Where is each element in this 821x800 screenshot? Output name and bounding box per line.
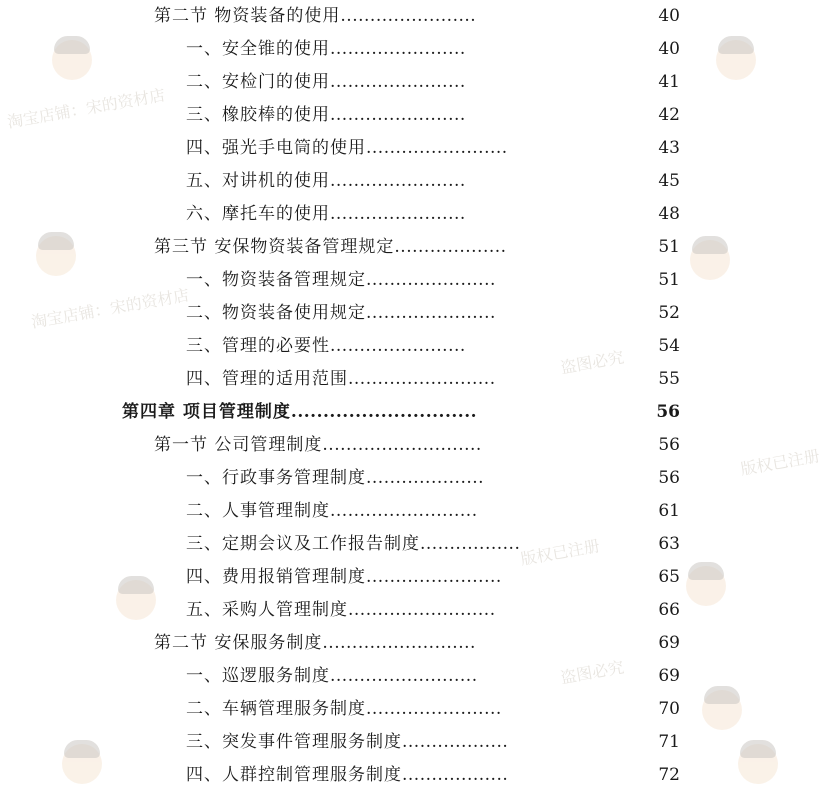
toc-entry-page: 45 xyxy=(658,171,680,191)
toc-entry-title: 五、对讲机的使用....................... xyxy=(186,171,466,191)
toc-entry xyxy=(0,198,800,231)
toc-entry-title: 三、定期会议及工作报告制度................. xyxy=(186,534,521,554)
toc-entry xyxy=(0,165,800,198)
watermark-text: 盗图必究 xyxy=(559,347,626,378)
toc-entry xyxy=(0,0,800,33)
toc-entry xyxy=(0,66,800,99)
toc-entry-page: 72 xyxy=(658,765,680,785)
toc-entry xyxy=(0,495,800,528)
toc-entry-title: 一、行政事务管理制度.................... xyxy=(186,468,485,488)
toc-entry-title: 四、强光手电筒的使用........................ xyxy=(186,138,508,158)
toc-entry-page: 56 xyxy=(658,468,680,488)
toc-entry xyxy=(0,396,800,429)
toc-entry-page: 40 xyxy=(658,6,680,26)
toc-entry-title: 五、采购人管理制度......................... xyxy=(186,600,496,620)
watermark-text: 版权已注册 xyxy=(519,536,602,569)
toc-entry-page: 51 xyxy=(658,237,680,257)
watermark-text: 淘宝店铺：宋的资材店 xyxy=(5,85,167,132)
toc-entry-page: 66 xyxy=(658,600,680,620)
toc-entry-page: 42 xyxy=(658,105,680,125)
toc-entry-page: 54 xyxy=(658,336,680,356)
toc-entry-title: 第二节 安保服务制度.......................... xyxy=(154,633,476,653)
toc-entry xyxy=(0,528,800,561)
toc-entry xyxy=(0,297,800,330)
toc-entry xyxy=(0,594,800,627)
toc-entry-page: 56 xyxy=(658,435,680,455)
toc-entry xyxy=(0,99,800,132)
toc-entry xyxy=(0,660,800,693)
toc-entry xyxy=(0,264,800,297)
toc-entry xyxy=(0,231,800,264)
toc-entry xyxy=(0,561,800,594)
toc-entry-page: 43 xyxy=(658,138,680,158)
toc-entry-title: 三、橡胶棒的使用....................... xyxy=(186,105,466,125)
toc-entry xyxy=(0,726,800,759)
watermark-text: 盗图必究 xyxy=(559,657,626,688)
toc-entry-page: 56 xyxy=(656,402,680,422)
toc-entry-title: 第二节 物资装备的使用....................... xyxy=(154,6,477,26)
toc-entry-page: 69 xyxy=(658,633,680,653)
toc-entry-title: 一、物资装备管理规定...................... xyxy=(186,270,496,290)
toc-entry-title: 二、安检门的使用....................... xyxy=(186,72,466,92)
toc-entry-page: 48 xyxy=(658,204,680,224)
toc-entry-page: 52 xyxy=(658,303,680,323)
toc-entry-page: 51 xyxy=(658,270,680,290)
toc-entry xyxy=(0,33,800,66)
toc-entry-page: 41 xyxy=(658,72,680,92)
watermark-text: 淘宝店铺：宋的资材店 xyxy=(29,285,191,332)
toc-entry-page: 55 xyxy=(658,369,680,389)
toc-entry-page: 69 xyxy=(658,666,680,686)
toc-entry-title: 一、巡逻服务制度......................... xyxy=(186,666,478,686)
toc-entry-title: 二、物资装备使用规定...................... xyxy=(186,303,496,323)
toc-entry-title: 一、安全锥的使用....................... xyxy=(186,39,466,59)
toc-entry xyxy=(0,429,800,462)
toc-entry-title: 第三节 安保物资装备管理规定................... xyxy=(154,237,507,257)
toc-entry-page: 70 xyxy=(658,699,680,719)
toc-entry-title: 四、费用报销管理制度....................... xyxy=(186,567,502,587)
toc-entry-page: 61 xyxy=(658,501,680,521)
watermark-text: 版权已注册 xyxy=(739,446,821,479)
toc-entry-title: 第四章 项目管理制度............................. xyxy=(122,402,478,422)
toc-entry-page: 71 xyxy=(658,732,680,752)
toc-entry-title: 六、摩托车的使用....................... xyxy=(186,204,466,224)
toc-entry-page: 65 xyxy=(658,567,680,587)
toc-entry-page: 40 xyxy=(658,39,680,59)
toc-entry-title: 二、人事管理制度......................... xyxy=(186,501,478,521)
toc-entry-page: 63 xyxy=(658,534,680,554)
toc-entry xyxy=(0,627,800,660)
toc-entry-title: 第一节 公司管理制度........................... xyxy=(154,435,482,455)
toc-entry xyxy=(0,330,800,363)
toc-entry xyxy=(0,693,800,726)
toc-entry-title: 四、人群控制管理服务制度.................. xyxy=(186,765,509,785)
toc-entry-title: 三、管理的必要性....................... xyxy=(186,336,466,356)
toc-entry xyxy=(0,462,800,495)
toc-entry xyxy=(0,759,800,792)
toc-entry-title: 四、管理的适用范围......................... xyxy=(186,369,496,389)
toc-entry xyxy=(0,132,800,165)
toc-entry-title: 二、车辆管理服务制度....................... xyxy=(186,699,502,719)
toc-entry xyxy=(0,363,800,396)
toc-entry-title: 三、突发事件管理服务制度.................. xyxy=(186,732,509,752)
